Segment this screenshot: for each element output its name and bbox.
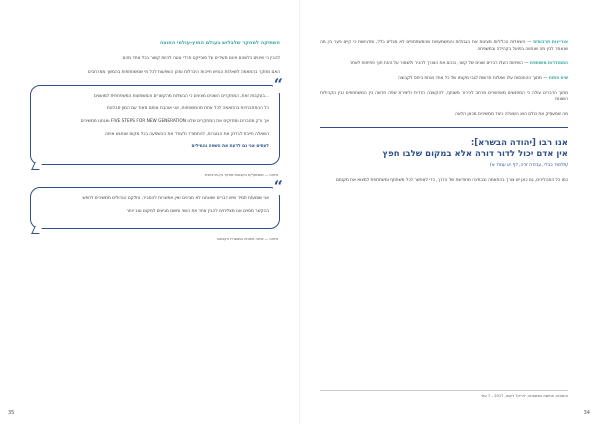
quote-box-2 — [30, 177, 283, 229]
quote-box-1 — [30, 74, 283, 165]
right-paragraph-3-text: — מתוך ההתנסות עלו שאלות חדשות לגבי מקומו של כל אחד ואחת ביחס לקבוצה — [398, 75, 548, 81]
right-paragraph-2-text: — השיחות העלו רבדים שונים של קשר, ובהם את הצורך להכיר ולשמור על זהות תוך פתיחות לאחר — [349, 61, 529, 67]
footnote: התנאים, תחושת המשפחה, ליריק? ליקוט, 2017 – 7 עמ׳ — [320, 390, 568, 398]
right-page — [300, 0, 600, 424]
right-paragraph-1-tag: אוריינות תרבותית — [533, 40, 569, 45]
quote-1-paragraph-1: ...בעקבות זאת, המחקרים השונים מציגים כי הבשלות מהקשרים והמשמעות המשפחתית למושגים — [93, 93, 269, 99]
featured-quote-subtitle: אין אדם יכול לדור דורה אלא במקום שלבו חפץ — [382, 148, 568, 159]
quote-1-paragraph-2: כל ההתחברויות בהתאמה לכל אחת מהמשפחות, אני אוהבת אותם מאוד עם המון סבלנות — [106, 106, 269, 112]
quote-2-paragraph-2: בהקשר מסוים אנו מצליחים להבין אחד את השני ומשם מגיעים למקום טוב יותר — [126, 208, 269, 214]
quote-tail-icon — [31, 226, 43, 234]
quote-1-caption: ציטוט — משתתף/ת בקבוצת מחקר בין-תרבותית — [204, 173, 278, 178]
right-paragraph-1-text: — השאלות הכלליות מציגות את הגבולות והמשמעויות שהמשתתפים לא מגלים כלל, ומדגישות כי קיים פער בין מה שנאמר לבין מה שנחווה בפועל בקהילה ובמשפחה — [320, 40, 568, 52]
left-heading: השתיקה למחקר שלבלוש בעולם החוץ-עולמי החוצה — [159, 40, 280, 46]
right-paragraph-3-tag: שיח פתוח — [548, 75, 568, 81]
left-paragraph-2: האם מחקר בהתאמה לשאלות הנפש חייבות היבדלות ומהן השפעות לכל מי שמשתתפות בהמשך ממרחבים — [87, 70, 280, 76]
page-number-right: 34 — [583, 410, 590, 416]
quote-1-paragraph-3: אך ורק מחברים ומחזקים את המחקרים שלנו FIVE STEPS FOR NEW GENERATION ואנחנו ממשיכים — [80, 119, 269, 125]
featured-quote-title-line: אנו רבו [יהודה הבשרא]: — [470, 137, 568, 148]
left-paragraph-1: להבין כי שינוים כלשהם אינם מעידים על סובייקט חרדי נוטה להיות קשור בכל אחד מהם — [122, 55, 280, 61]
quote-1-highlight: לעתים אני גם לדעת את השפה והמילים — [191, 144, 269, 150]
page-number-left: 35 — [8, 410, 15, 416]
quote-2-caption: ציטוט — שיחה פתוחה במסגרת הקבוצה — [216, 237, 278, 242]
open-quote-icon: “ — [273, 74, 283, 94]
right-paragraph-2-tag: התמודדות משותפת — [530, 61, 568, 67]
featured-quote-source: (תלמוד בבלי, עבודה זרה, דף יט עמוד א) — [489, 162, 568, 168]
quote-1-paragraph-4: השאלה חייבת לבדוק את הבוגרות, להתמודד ולעודד את ההשפעה בכל מקום שנפגש איתה — [104, 131, 269, 137]
quote-tail-icon — [31, 162, 43, 170]
featured-quote-title — [320, 138, 568, 160]
right-paragraph-6: כמו כל התהליכים, גם כאן יש צורך בהתאמה ובבחינה מחודשת של הדרך, כדי לאפשר לכל משתתף ומשתתפת למצוא את מקומם — [335, 177, 568, 183]
right-paragraph-2 — [320, 61, 568, 68]
quote-2-paragraph-1: אני שומע/ת תמיד שיש דברים שאנחנו לא מבינים ואין אפשרות להסביר, וחלקם הגדולים ממשיכים לחפש — [82, 196, 269, 202]
open-quote-icon: “ — [273, 177, 283, 197]
right-paragraph-3 — [320, 76, 568, 83]
right-paragraph-1 — [320, 40, 568, 53]
featured-divider-top — [320, 127, 568, 128]
right-paragraph-4: מתוך הדברים עולה כי המפגשים מאפשרים מרחב לבירור משותף, להקשבה הדדית וליצירת שפה חדשה בין המשתתפים ובין הקהילות השונות — [320, 90, 568, 103]
right-paragraph-5: מה שמעסיק את כולם הוא השאלה כיצד ממשיכים מכאן הלאה — [455, 111, 568, 117]
